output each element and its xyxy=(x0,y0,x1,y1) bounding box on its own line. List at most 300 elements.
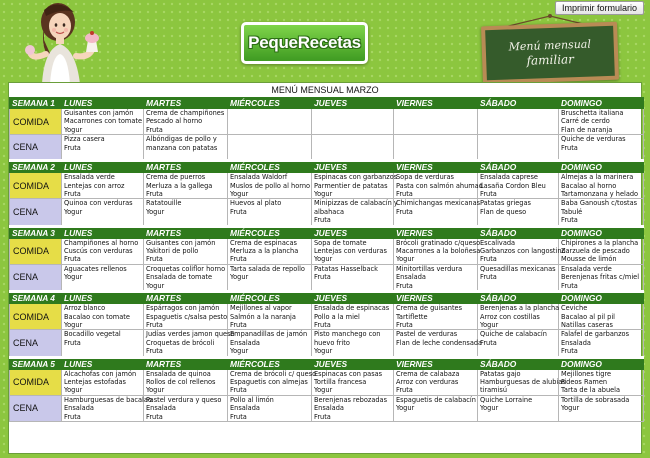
dish-item: Albóndigas de pollo y xyxy=(146,135,217,144)
comida-row xyxy=(10,173,644,199)
dish-item: Brócoli gratinado c/queso xyxy=(396,238,481,247)
dish-item: Pizza casera xyxy=(64,135,105,144)
menu-cell[interactable] xyxy=(228,264,312,291)
dish-item: Fruta xyxy=(64,412,81,421)
board-line-1: Menú mensual xyxy=(508,37,592,54)
dish-item: Alcachofas con jamón xyxy=(64,369,137,378)
dish-item: Ensalada de espinacas xyxy=(314,304,390,313)
menu-cell[interactable] xyxy=(228,173,312,199)
dish-item: Fruta xyxy=(480,255,497,264)
dish-item: Tartamonzana y helado xyxy=(561,190,639,199)
cena-label: CENA xyxy=(10,264,62,291)
day-header: LUNES xyxy=(62,226,144,238)
print-form-button[interactable]: Imprimir formulario xyxy=(555,1,644,15)
menu-cell[interactable] xyxy=(62,264,144,291)
dish-item: Crema de puerros xyxy=(146,173,206,182)
comida-row xyxy=(10,109,644,135)
menu-cell[interactable] xyxy=(144,369,228,395)
dish-item: Fruta xyxy=(230,255,247,264)
menu-cell[interactable] xyxy=(144,173,228,199)
day-header: MIÉRCOLES xyxy=(228,161,312,173)
menu-cell[interactable] xyxy=(478,135,559,161)
dish-item: Ensalada xyxy=(396,273,426,282)
dish-item: Arroz con costillas xyxy=(480,312,540,321)
dish-item: Macarrones con tomate xyxy=(64,117,143,126)
dish-item: Fruta xyxy=(230,207,247,216)
dish-item: Lentejas con verduras xyxy=(314,247,387,256)
dish-item: Ensalada de quinoa xyxy=(146,369,211,378)
logo-text: PequeRecetas xyxy=(248,33,361,52)
menu-cell[interactable] xyxy=(478,173,559,199)
day-header: LUNES xyxy=(62,98,144,109)
menu-cell[interactable] xyxy=(559,173,644,199)
cena-row xyxy=(10,199,644,226)
menu-cell[interactable] xyxy=(312,304,394,330)
dish-item: Crema de champiñones xyxy=(146,109,225,117)
dish-item: Arroz blanco xyxy=(64,304,106,313)
menu-cell[interactable] xyxy=(478,330,559,357)
dish-item: Tortilla de sobrasada xyxy=(561,395,630,404)
menu-cell[interactable] xyxy=(312,173,398,199)
dish-item: Pasta con salmón ahumad xyxy=(396,181,483,190)
menu-cell[interactable] xyxy=(228,135,312,161)
dish-item: Yogur xyxy=(480,320,499,329)
dish-item: Quiche de calabacín xyxy=(480,330,547,339)
dish-item: Berenjenas fritas c/miel xyxy=(561,273,640,282)
dish-item: Sopa de verduras xyxy=(396,173,454,182)
dish-item: Lentejas con arroz xyxy=(64,181,125,190)
day-header: DOMINGO xyxy=(559,161,644,173)
dish-item: Muslos de pollo al horno xyxy=(230,181,311,190)
dish-item: Ensalada xyxy=(230,338,260,347)
dish-item: Fruta xyxy=(396,386,413,395)
dish-item: Ensalada xyxy=(230,404,260,413)
menu-cell[interactable] xyxy=(228,395,312,421)
day-header: MARTES xyxy=(144,98,228,109)
dish-item: Fruta xyxy=(314,412,331,421)
menu-cell[interactable] xyxy=(228,330,312,357)
cena-row xyxy=(10,395,644,421)
dish-item: Yogur xyxy=(314,386,333,395)
dish-item: Flan de naranja xyxy=(561,125,613,134)
dish-item: Ensalada verde xyxy=(64,173,115,182)
dish-item: Espinacas con garbanzos xyxy=(314,173,398,182)
dish-item: Croquetas de brócoli xyxy=(146,338,215,347)
dish-item: Zarzuela de pescado xyxy=(561,247,630,256)
day-header: SÁBADO xyxy=(478,292,559,304)
dish-item: Cuscús con verduras xyxy=(64,247,133,256)
day-header: LUNES xyxy=(62,357,144,369)
dish-item: Mousse de limón xyxy=(561,255,617,264)
menu-cell[interactable] xyxy=(394,304,478,330)
menu-panel xyxy=(8,82,642,454)
day-header: MARTES xyxy=(144,161,228,173)
menu-cell[interactable] xyxy=(144,135,228,161)
menu-cell[interactable] xyxy=(228,199,312,226)
dish-item: Ensalada xyxy=(561,338,591,347)
menu-cell[interactable] xyxy=(478,109,559,135)
dish-item: huevo frito xyxy=(314,338,350,347)
dish-item: Hamburguesas de bacalao xyxy=(64,395,152,404)
board-line-2: familiar xyxy=(526,52,575,68)
chef-girl-illustration xyxy=(22,0,102,84)
dish-item: Yogur xyxy=(314,347,333,356)
dish-item: Yogur xyxy=(146,281,165,290)
day-header: JUEVES xyxy=(312,357,394,369)
menu-cell[interactable] xyxy=(394,369,478,395)
dish-item: Fideos Ramen xyxy=(561,377,608,386)
menu-cell[interactable] xyxy=(62,199,144,226)
dish-item: Champiñones al horno xyxy=(64,238,139,247)
dish-item: Huevos al plato xyxy=(230,199,282,208)
dish-item: Parmentier de patatas xyxy=(314,181,388,190)
menu-cell[interactable] xyxy=(312,109,394,135)
dish-item: Lasaña Cordon Bleu xyxy=(480,181,546,190)
menu-cell[interactable] xyxy=(559,238,644,264)
dish-item: Ratatouille xyxy=(146,199,182,208)
day-header: MARTES xyxy=(144,292,228,304)
dish-item: Ensalada xyxy=(146,404,176,413)
dish-item: Pescado al horno xyxy=(146,117,203,126)
dish-item: Fruta xyxy=(64,338,81,347)
menu-cell[interactable] xyxy=(228,369,317,395)
dish-item: Chimichangas mexicanas xyxy=(396,199,481,208)
day-header: MIÉRCOLES xyxy=(228,357,312,369)
menu-cell[interactable] xyxy=(144,330,235,357)
day-header: VIERNES xyxy=(394,98,478,109)
dish-item: Guisantes con jamón xyxy=(64,109,134,117)
dish-item: Baba Ganoush c/tostas xyxy=(561,199,638,208)
chalkboard-sign xyxy=(482,14,618,84)
day-header: SÁBADO xyxy=(478,357,559,369)
menu-cell[interactable] xyxy=(62,238,144,264)
dish-item: Crema de guisantes xyxy=(396,304,463,313)
dish-item: Tarta de la abuela xyxy=(561,386,621,395)
dish-item: Rollos de col rellenos xyxy=(146,377,216,386)
dish-item: Salmón a la naranja xyxy=(230,312,296,321)
comida-label: COMIDA xyxy=(10,109,62,135)
menu-cell[interactable] xyxy=(62,304,144,330)
menu-cell[interactable] xyxy=(559,135,644,161)
dish-item: Fruta xyxy=(146,347,163,356)
dish-item: Bocadillo vegetal xyxy=(64,330,121,339)
dish-item: Yogur xyxy=(230,273,249,282)
dish-item: Sopa de tomate xyxy=(314,238,367,247)
menu-cell[interactable] xyxy=(559,304,644,330)
week-label: SEMANA 1 xyxy=(10,98,62,109)
dish-item: Fruta xyxy=(314,320,331,329)
dish-item: Bacalao con tomate xyxy=(64,312,130,321)
comida-label: COMIDA xyxy=(10,173,62,199)
menu-cell[interactable] xyxy=(144,304,228,330)
menu-table xyxy=(9,97,644,422)
menu-cell[interactable] xyxy=(62,395,152,421)
dish-item: Lentejas estofadas xyxy=(64,377,126,386)
menu-cell[interactable] xyxy=(144,238,228,264)
dish-item: Fruta xyxy=(64,143,81,152)
dish-item: Yogur xyxy=(396,255,415,264)
dish-item: Fruta xyxy=(561,216,578,225)
menu-cell[interactable] xyxy=(144,264,228,291)
day-header: MIÉRCOLES xyxy=(228,98,312,109)
dish-item: Quesadillas mexicanas xyxy=(480,264,556,273)
cena-row xyxy=(10,264,644,291)
menu-cell[interactable] xyxy=(312,369,394,395)
dish-item: Bacalao al horno xyxy=(561,181,617,190)
menu-cell[interactable] xyxy=(144,109,228,135)
menu-cell[interactable] xyxy=(394,395,478,421)
dish-item: Fruta xyxy=(230,412,247,421)
day-header: VIERNES xyxy=(394,292,478,304)
menu-cell[interactable] xyxy=(312,135,394,161)
dish-item: Fruta xyxy=(480,190,497,199)
dish-item: Fruta xyxy=(561,347,578,356)
day-header: JUEVES xyxy=(312,161,394,173)
dish-item: Minitortillas verdura xyxy=(396,264,463,273)
menu-cell[interactable] xyxy=(62,369,144,395)
dish-item: Chipirones a la plancha xyxy=(561,238,639,247)
day-header: JUEVES xyxy=(312,292,394,304)
menu-cell[interactable] xyxy=(478,238,566,264)
day-header: SÁBADO xyxy=(478,98,559,109)
dish-item: Fruta xyxy=(146,320,163,329)
dish-item: Patatas gajo xyxy=(480,369,521,378)
chalkboard xyxy=(481,22,619,85)
dish-item: Guisantes con jamón xyxy=(146,238,216,247)
dish-item: Natillas caseras xyxy=(561,320,613,329)
dish-item: Yogur xyxy=(64,320,83,329)
menu-cell[interactable] xyxy=(312,264,394,291)
comida-row xyxy=(10,304,644,330)
menu-cell[interactable] xyxy=(478,264,559,291)
day-header: DOMINGO xyxy=(559,357,644,369)
dish-item: Croquetas coliflor horno xyxy=(146,264,226,273)
dish-item: Yogur xyxy=(64,273,83,282)
dish-item: Crema de espinacas xyxy=(230,238,297,247)
dish-item: Patatas Hasselback xyxy=(314,264,378,273)
dish-item: Yogur xyxy=(230,190,249,199)
dish-item: Flan de queso xyxy=(480,207,527,216)
cena-label: CENA xyxy=(10,395,62,421)
dish-item: Yogur xyxy=(314,255,333,264)
week-label: SEMANA 5 xyxy=(10,357,62,369)
menu-cell[interactable] xyxy=(62,173,144,199)
menu-cell[interactable] xyxy=(144,395,228,421)
dish-item: Tabulé xyxy=(561,207,583,216)
dish-item: Fruta xyxy=(146,255,163,264)
menu-cell[interactable] xyxy=(559,330,644,357)
dish-item: Yogur xyxy=(561,404,580,413)
dish-item: Yogur xyxy=(64,386,83,395)
dish-item: Espaguetis con almejas xyxy=(230,377,308,386)
dish-item: Carré de cerdo xyxy=(561,117,610,126)
day-header: VIERNES xyxy=(394,161,478,173)
cena-label: CENA xyxy=(10,135,62,161)
day-header: MIÉRCOLES xyxy=(228,226,312,238)
dish-item: Tartiflette xyxy=(396,312,428,321)
menu-cell[interactable] xyxy=(559,199,644,226)
dish-item: Fruta xyxy=(561,143,578,152)
dish-item: Pastel verdura y queso xyxy=(146,395,222,404)
dish-item: Quiche de verduras xyxy=(561,135,626,144)
dish-item: Espinacas con pasas xyxy=(314,369,383,378)
menu-cell[interactable] xyxy=(228,304,312,330)
dish-item: Yogur xyxy=(480,404,499,413)
dish-item: Espaguetis c/salsa pesto xyxy=(146,312,228,321)
comida-row xyxy=(10,238,644,264)
week-label: SEMANA 2 xyxy=(10,161,62,173)
dish-item: Yogur xyxy=(230,347,249,356)
comida-row xyxy=(10,369,644,395)
dish-item: Yogur xyxy=(146,386,165,395)
day-header: JUEVES xyxy=(312,226,394,238)
dish-item: Fruta xyxy=(314,273,331,282)
comida-label: COMIDA xyxy=(10,304,62,330)
day-header: SÁBADO xyxy=(478,161,559,173)
dish-item: Merluza a la plancha xyxy=(230,247,299,256)
dish-item: Fruta xyxy=(230,386,247,395)
dish-item: Espaguetis de calabacín xyxy=(396,395,476,404)
dish-item: Macarrones a la boloñesa xyxy=(396,247,481,256)
menu-cell[interactable] xyxy=(228,109,312,135)
dish-item: Espárragos con jamón xyxy=(146,304,220,313)
dish-item: Fruta xyxy=(561,281,578,290)
dish-item: Fruta xyxy=(146,190,163,199)
dish-item: Fruta xyxy=(480,273,497,282)
day-header: LUNES xyxy=(62,161,144,173)
dish-item: Fruta xyxy=(314,216,331,225)
dish-item: Minipizzas de calabacín y xyxy=(314,199,398,208)
dish-item: Tortilla francesa xyxy=(314,377,367,386)
dish-item: Quiche Lorraine xyxy=(480,395,533,404)
menu-cell[interactable] xyxy=(478,395,559,421)
menu-cell[interactable] xyxy=(144,199,228,226)
dish-item: Mejillones al vapor xyxy=(230,304,292,313)
dish-item: Yogur xyxy=(64,125,83,134)
week-label: SEMANA 4 xyxy=(10,292,62,304)
week-header-row xyxy=(10,226,644,238)
pequerecetas-logo[interactable] xyxy=(241,22,368,64)
dish-item: Garbanzos con langostino xyxy=(480,247,566,256)
dish-item: Fruta xyxy=(396,281,413,290)
dish-item: Fruta xyxy=(64,190,81,199)
menu-cell[interactable] xyxy=(394,238,481,264)
cena-label: CENA xyxy=(10,199,62,226)
cena-row xyxy=(10,330,644,357)
dish-item: Yogur xyxy=(314,190,333,199)
dish-item: Arroz con verduras xyxy=(396,377,459,386)
dish-item: Hamburguesas de alubias xyxy=(480,377,566,386)
menu-cell[interactable] xyxy=(478,369,566,395)
menu-cell[interactable] xyxy=(394,330,483,357)
day-header: VIERNES xyxy=(394,226,478,238)
dish-item: Tarta salada de repollo xyxy=(230,264,305,273)
dish-item: Berenjenas a la plancha xyxy=(480,304,560,313)
dish-item: Pastel de verduras xyxy=(396,330,458,339)
menu-cell[interactable] xyxy=(312,238,394,264)
menu-cell[interactable] xyxy=(559,369,644,395)
menu-cell[interactable] xyxy=(478,199,559,226)
menu-cell[interactable] xyxy=(394,109,478,135)
menu-cell[interactable] xyxy=(312,330,394,357)
menu-cell[interactable] xyxy=(228,238,312,264)
dish-item: tiramisú xyxy=(480,386,508,395)
dish-item: Yogur xyxy=(64,207,83,216)
day-header: VIERNES xyxy=(394,357,478,369)
comida-label: COMIDA xyxy=(10,238,62,264)
dish-item: Fruta xyxy=(146,125,163,134)
menu-cell[interactable] xyxy=(394,264,478,291)
menu-title: MENÚ MENSUAL MARZO xyxy=(271,85,379,95)
menu-cell[interactable] xyxy=(312,395,394,421)
dish-item: Ensalada caprese xyxy=(480,173,538,182)
dish-item: manzana con patatas xyxy=(146,143,218,152)
day-header: DOMINGO xyxy=(559,226,644,238)
week-header-row xyxy=(10,292,644,304)
dish-item: Fruta xyxy=(396,320,413,329)
menu-cell[interactable] xyxy=(559,264,644,291)
menu-cell[interactable] xyxy=(394,173,483,199)
dish-item: Fruta xyxy=(64,255,81,264)
dish-item: Crema de brócoli c/ queso xyxy=(230,369,317,378)
dish-item: albahaca xyxy=(314,207,344,216)
menu-cell[interactable] xyxy=(394,135,478,161)
dish-item: Yogur xyxy=(146,207,165,216)
dish-item: Yakitori de pollo xyxy=(146,247,199,256)
dish-item: Ensalada Waldorf xyxy=(230,173,288,182)
dish-item: Ensalada verde xyxy=(561,264,612,273)
dish-item: Yogur xyxy=(396,404,415,413)
dish-item: Fruta xyxy=(230,320,247,329)
cena-label: CENA xyxy=(10,330,62,357)
menu-cell[interactable] xyxy=(62,330,144,357)
dish-item: Bacalao al pil pil xyxy=(561,312,615,321)
day-header: LUNES xyxy=(62,292,144,304)
dish-item: Pollo al limón xyxy=(230,395,274,404)
dish-item: Escalivada xyxy=(480,238,516,247)
dish-item: Patatas griegas xyxy=(480,199,531,208)
dish-item: Pollo a la miel xyxy=(314,312,360,321)
day-header: DOMINGO xyxy=(559,292,644,304)
menu-cell[interactable] xyxy=(559,395,644,421)
dish-item: Ensalada xyxy=(64,404,94,413)
dish-item: Fruta xyxy=(396,190,413,199)
menu-cell[interactable] xyxy=(394,199,481,226)
dish-item: Pisto manchego con xyxy=(314,330,381,339)
dish-item: Bruschetta italiana xyxy=(561,109,624,117)
day-header: DOMINGO xyxy=(559,98,644,109)
dish-item: Quinoa con verduras xyxy=(64,199,133,208)
menu-cell[interactable] xyxy=(62,135,144,161)
week-label: SEMANA 3 xyxy=(10,226,62,238)
dish-item: Judías verdes jamon queso xyxy=(146,330,235,339)
dish-item: Ensalada de tomate xyxy=(146,273,213,282)
menu-cell[interactable] xyxy=(559,109,644,135)
dish-item: Fruta xyxy=(146,412,163,421)
menu-cell[interactable] xyxy=(478,304,559,330)
day-header: MARTES xyxy=(144,357,228,369)
dish-item: Almejas a la marinera xyxy=(561,173,634,182)
menu-cell[interactable] xyxy=(312,199,398,226)
dish-item: Crema de calabaza xyxy=(396,369,460,378)
day-header: JUEVES xyxy=(312,98,394,109)
comida-label: COMIDA xyxy=(10,369,62,395)
menu-cell[interactable] xyxy=(62,109,144,135)
dish-item: Mejillones tigre xyxy=(561,369,612,378)
dish-item: Ensalada xyxy=(314,404,344,413)
week-header-row xyxy=(10,161,644,173)
dish-item: Falafel de garbanzos xyxy=(561,330,630,339)
